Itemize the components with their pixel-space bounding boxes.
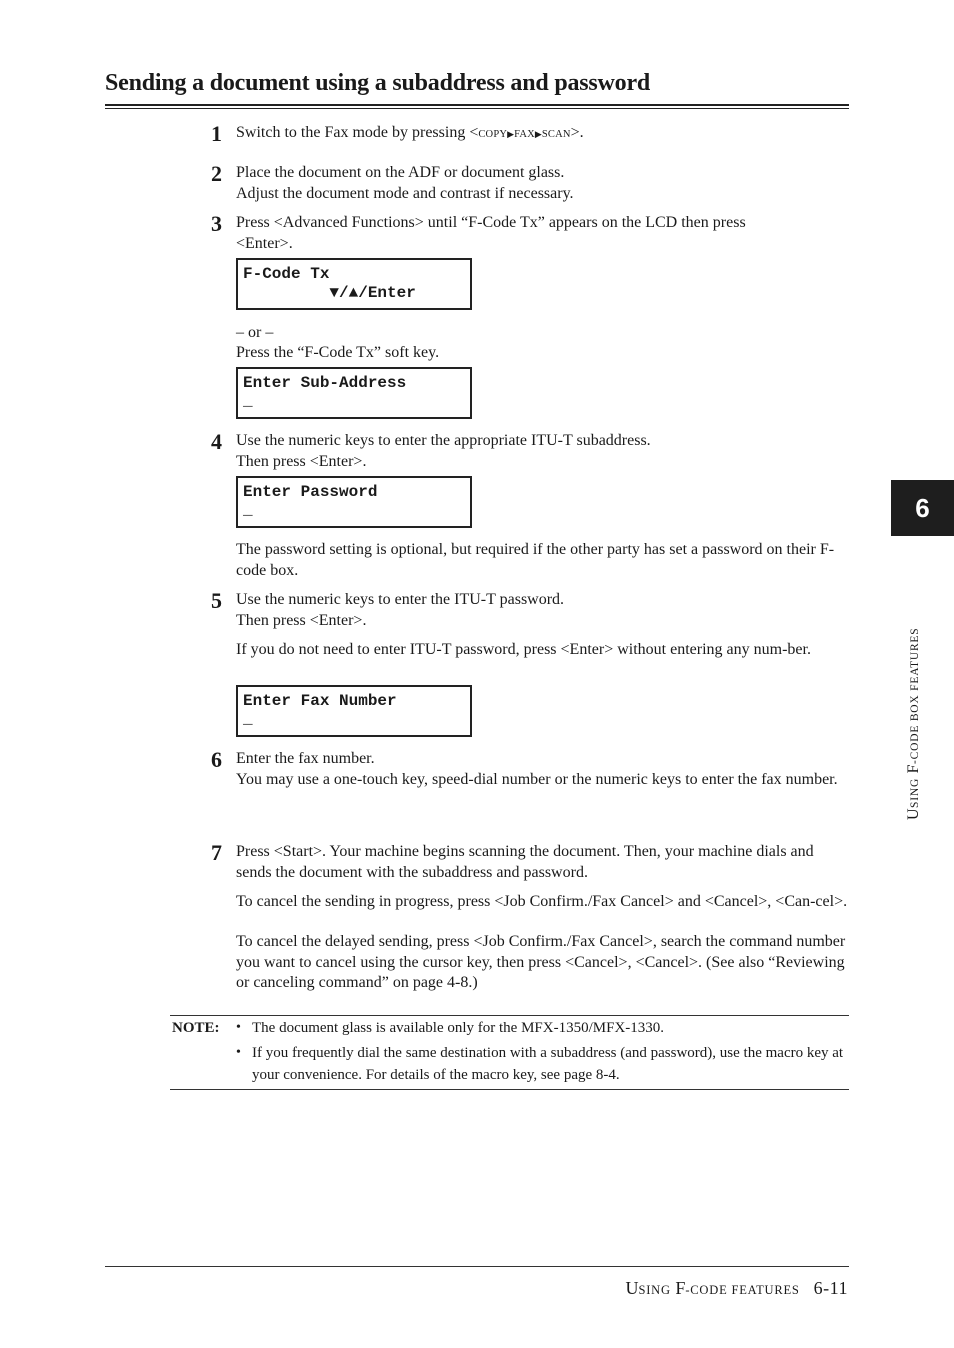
note-item: The document glass is available only for the MFX-1350/MFX-1330.	[252, 1020, 665, 1036]
step-4-line-2: Then press <Enter>.	[236, 453, 367, 470]
step-2-line-2: Adjust the document mode and contrast if necessary.	[236, 185, 574, 202]
lcd-cursor: _	[243, 710, 253, 728]
bullet-icon: •	[236, 1045, 241, 1060]
step-5-line-2: Then press <Enter>.	[236, 612, 367, 629]
title-rule-thin	[105, 108, 849, 109]
note-label: NOTE:	[172, 1020, 220, 1036]
chapter-tab: 6	[891, 480, 954, 536]
title-rule	[105, 104, 849, 106]
bullet-icon: •	[236, 1020, 241, 1035]
lcd-line-1: Enter Fax Number	[243, 692, 397, 710]
fax-key-label: FAX	[514, 129, 535, 140]
step-7-cancel-2: To cancel the delayed sending, press <Job Confirm./Fax Cancel>, search the command number you want to cancel using the cursor key, then press <Cancel>, <Cancel>. (See also “Reviewing or canceling command” on page 4-8.)	[236, 933, 846, 991]
step-number: 1	[211, 121, 222, 146]
scan-key-label: SCAN	[541, 129, 571, 140]
copy-key-label: COPY	[478, 129, 508, 140]
page-title: Sending a document using a subaddress and password	[105, 70, 651, 96]
note-top-rule	[170, 1015, 849, 1016]
footer-rule	[105, 1266, 849, 1267]
step-4-line-1: Use the numeric keys to enter the appropriate ITU-T subaddress.	[236, 432, 651, 449]
lcd-enter-fax-number	[236, 685, 472, 737]
step-7-cancel-1: To cancel the sending in progress, press <Job Confirm./Fax Cancel> and <Cancel>, <Can-cel>.	[236, 893, 848, 910]
step-2-line-1: Place the document on the ADF or document glass.	[236, 164, 565, 181]
step-number: 5	[211, 588, 222, 613]
step-4-note: The password setting is optional, but required if the other party has set a password on their F-code box.	[236, 541, 835, 579]
page-footer: USING F-CODE FEATURES 6-11	[625, 1278, 848, 1298]
step-6-line-2: You may use a one-touch key, speed-dial number or the numeric keys to enter the fax number.	[236, 771, 838, 788]
triangle-right-icon: ▶	[507, 129, 515, 139]
step-number: 6	[211, 747, 222, 772]
step-6-line-1: Enter the fax number.	[236, 750, 375, 767]
step-7-text: Press <Start>. Your machine begins scanning the document. Then, your machine dials and sends the document with the subaddress and password.	[236, 843, 814, 881]
chapter-side-title: USING F-CODE BOX FEATURES	[905, 627, 922, 820]
step-number: 7	[211, 840, 222, 865]
step-5-line-1: Use the numeric keys to enter the ITU-T password.	[236, 591, 565, 608]
lcd-fcode-tx	[236, 258, 472, 310]
step-number: 3	[211, 211, 222, 236]
lcd-line-1: F-Code Tx	[243, 265, 330, 283]
lcd-cursor: _	[243, 501, 253, 519]
lcd-line-1: Enter Password	[243, 483, 378, 501]
step-1-text: Switch to the Fax mode by pressing <COPY▶FAX▶SCAN>.	[236, 124, 584, 141]
or-separator: – or –	[236, 324, 274, 341]
step-number: 2	[211, 161, 222, 186]
lcd-enter-password	[236, 476, 472, 528]
lcd-enter-sub-address	[236, 367, 472, 419]
page-number: 6-11	[813, 1278, 848, 1298]
lcd-cursor: _	[243, 392, 253, 410]
step-number: 4	[211, 429, 222, 454]
step-5-note: If you do not need to enter ITU-T password, press <Enter> without entering any num-ber.	[236, 641, 811, 658]
lcd-line-1: Enter Sub-Address	[243, 374, 407, 392]
note-bottom-rule	[170, 1089, 849, 1090]
triangle-right-icon: ▶	[534, 129, 542, 139]
lcd-line-2: ▼/▲/Enter	[243, 284, 416, 302]
note-item: If you frequently dial the same destination with a subaddress (and password), use the macro key at your convenience. For details of the macro key, see page 8-4.	[252, 1045, 844, 1083]
step-3-text: Press <Advanced Functions> until “F-Code Tx” appears on the LCD then press <Enter>.	[236, 214, 746, 252]
step-3-alt: Press the “F-Code Tx” soft key.	[236, 344, 440, 361]
